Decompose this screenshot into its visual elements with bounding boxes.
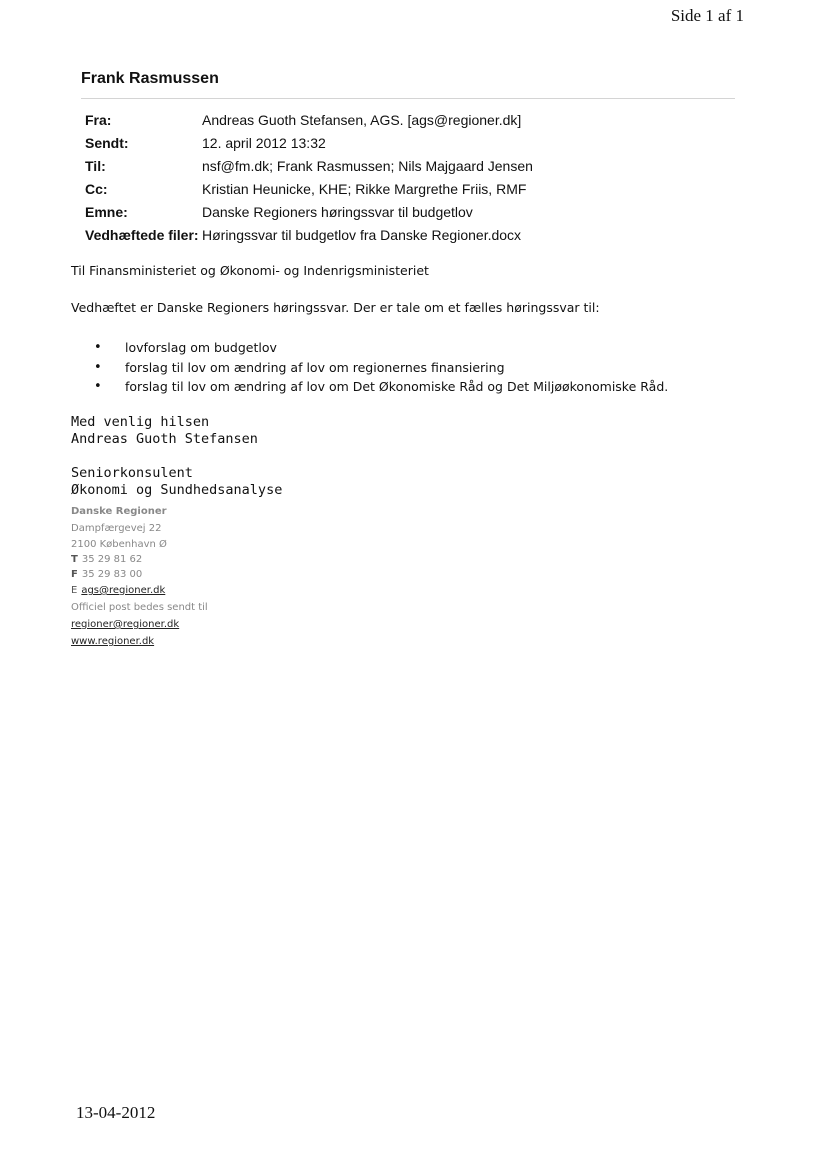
fax-line [71, 567, 208, 582]
bullet-icon: • [94, 359, 102, 375]
bullet-icon: • [94, 340, 102, 356]
email-label: E [71, 585, 78, 596]
header-row-attachments [85, 223, 533, 246]
header-divider [81, 98, 735, 99]
header-value-from: Andreas Guoth Stefansen, AGS. [ags@regioner.dk] [202, 111, 522, 128]
list-item-text: lovforslag om budgetlov [125, 340, 277, 356]
email-link[interactable]: ags@regioner.dk [81, 585, 166, 596]
list-item-text: forslag til lov om ændring af lov om regionernes finansiering [125, 359, 505, 375]
website-line [71, 633, 208, 650]
website-link[interactable]: www.regioner.dk [71, 636, 155, 647]
organization-name: Danske Regioner [71, 506, 167, 517]
intro-paragraph: Vedhæftet er Danske Regioners høringssvar. Der er tale om et fælles høringssvar til: [71, 300, 600, 315]
signature-title-block [71, 465, 282, 499]
header-row-cc [85, 177, 533, 200]
attachment-link[interactable]: Høringssvar til budgetlov fra Danske Regioner.docx [202, 226, 522, 243]
header-value-cc: Kristian Heunicke, KHE; Rikke Margrethe Friis, RMF [202, 180, 527, 197]
email-line [71, 582, 208, 599]
header-row-from [85, 108, 533, 131]
header-value-sent: 12. april 2012 13:32 [202, 134, 326, 151]
list-item-text: forslag til lov om ændring af lov om Det Økonomiske Råd og Det Miljøøkonomiske Råd. [125, 379, 669, 395]
header-value-to: nsf@fm.dk; Frank Rasmussen; Nils Majgaard Jensen [202, 157, 533, 174]
header-label: Cc: [85, 180, 108, 197]
street-address: Dampfærgevej 22 [71, 523, 162, 534]
sender-title: Seniorkonsulent [71, 465, 193, 481]
official-post-note: Officiel post bedes sendt til [71, 602, 208, 613]
email-headers [85, 108, 533, 246]
mailbox-owner-title: Frank Rasmussen [81, 70, 219, 87]
header-label: Emne: [85, 203, 128, 220]
print-date: 13-04-2012 [76, 1103, 156, 1122]
bullet-list [94, 338, 668, 397]
phone-line [71, 552, 208, 567]
header-label: Vedhæftede filer: [85, 226, 199, 243]
official-email-link[interactable]: regioner@regioner.dk [71, 619, 180, 630]
greeting-line: Til Finansministeriet og Økonomi- og Indenrigsministeriet [71, 263, 429, 278]
phone-label: T [71, 554, 78, 565]
contact-block [71, 503, 208, 650]
header-row-sent [85, 131, 533, 154]
list-item [94, 377, 668, 397]
official-email-line [71, 616, 208, 633]
header-value-subject: Danske Regioners høringssvar til budgetlov [202, 203, 473, 220]
bullet-icon: • [94, 379, 102, 395]
signature-closing-block [71, 414, 258, 448]
header-row-subject [85, 200, 533, 223]
phone-number: 35 29 81 62 [81, 554, 143, 565]
fax-number: 35 29 83 00 [81, 569, 143, 580]
header-label: Sendt: [85, 134, 129, 151]
page-number: Side 1 af 1 [670, 6, 744, 25]
list-item [94, 338, 668, 358]
closing-line: Med venlig hilsen [71, 414, 210, 430]
list-item [94, 358, 668, 378]
header-label: Fra: [85, 111, 112, 128]
fax-label: F [71, 569, 78, 580]
sender-department: Økonomi og Sundhedsanalyse [71, 482, 283, 498]
city-address: 2100 København Ø [71, 539, 167, 550]
header-row-to [85, 154, 533, 177]
sender-name: Andreas Guoth Stefansen [71, 431, 258, 447]
header-label: Til: [85, 157, 106, 174]
